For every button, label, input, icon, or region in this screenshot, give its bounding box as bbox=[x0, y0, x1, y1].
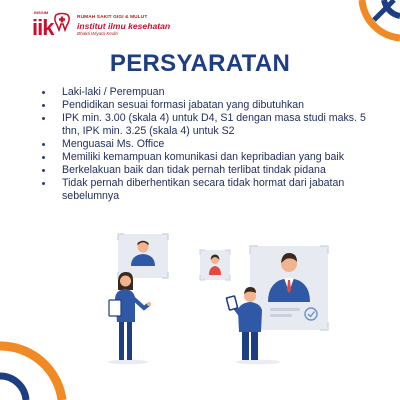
list-item bbox=[36, 177, 376, 203]
list-item-text: Laki-laki / Perempuan bbox=[62, 86, 165, 98]
bullet-icon bbox=[42, 104, 45, 107]
list-item bbox=[36, 112, 376, 138]
list-item bbox=[36, 86, 376, 99]
bullet-icon bbox=[42, 117, 45, 120]
list-item bbox=[36, 164, 376, 177]
list-item-text: Pendidikan sesuai formasi jabatan yang dibutuhkan bbox=[62, 99, 305, 111]
logo-mark-top-text: INSGIM bbox=[34, 10, 49, 15]
logo-mark-letters: iik bbox=[32, 15, 54, 40]
bullet-icon bbox=[42, 156, 45, 159]
tooth-icon bbox=[52, 12, 72, 32]
list-item bbox=[36, 99, 376, 112]
list-item-text: Menguasai Ms. Office bbox=[62, 138, 165, 150]
bottom-left-decoration bbox=[0, 340, 70, 400]
woman-recruiter-figure bbox=[109, 272, 151, 360]
logo-line-institute: institut ilmu kesehatan bbox=[77, 21, 171, 31]
logo-line-tagline: Bhakti Wiyata Kediri bbox=[77, 31, 119, 36]
candidate-card-1 bbox=[118, 234, 168, 278]
recruitment-illustration bbox=[100, 230, 340, 365]
top-right-decoration bbox=[330, 0, 400, 50]
candidate-card-3 bbox=[250, 246, 328, 330]
bullet-icon bbox=[42, 182, 45, 185]
list-item-text: Memiliki kemampuan komunikasi dan kepribadian yang baik bbox=[62, 151, 345, 163]
list-item bbox=[36, 138, 376, 151]
logo-mark bbox=[30, 8, 74, 44]
list-item-text: Berkelakuan baik dan tidak pernah terlibat tindak pidana bbox=[62, 164, 326, 176]
bullet-icon bbox=[42, 169, 45, 172]
bullet-icon bbox=[42, 91, 45, 94]
requirements-list bbox=[36, 86, 376, 203]
candidate-card-2 bbox=[200, 250, 230, 280]
list-item-text: Tidak pernah diberhentikan secara tidak hormat dari jabatan sebelumnya bbox=[62, 177, 345, 202]
bullet-icon bbox=[42, 143, 45, 146]
institution-logo bbox=[30, 8, 220, 44]
list-item-text: IPK min. 3.00 (skala 4) untuk D4, S1 dengan masa studi maks. 5 thn, IPK min. 3.25 (skala 4) untuk S2 bbox=[62, 112, 366, 137]
list-item bbox=[36, 151, 376, 164]
page-title: PERSYARATAN bbox=[109, 50, 291, 77]
logo-line-hospital: RUMAH SAKIT GIGI & MULUT bbox=[77, 15, 148, 20]
